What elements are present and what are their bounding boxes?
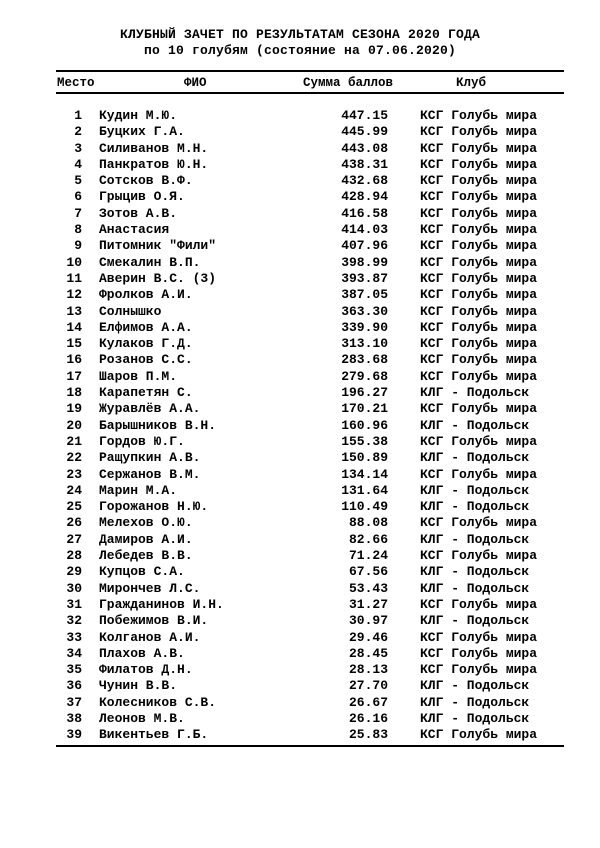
row-place: 8 [74, 222, 82, 238]
row-fio: Кудин М.Ю. [99, 108, 178, 123]
row-club: КСГ Голубь мира [420, 303, 538, 319]
table-row [0, 369, 600, 385]
row-club: КЛГ - Подольск [420, 450, 530, 466]
row-place: 25 [66, 499, 82, 515]
table-row [0, 450, 600, 466]
page-subtitle: по 10 голубям (состояние на 07.06.2020) [143, 43, 457, 58]
row-sum: 313.10 [341, 336, 388, 352]
row-place: 5 [74, 173, 82, 189]
table-row [0, 173, 600, 189]
row-sum: 393.87 [341, 270, 388, 286]
row-fio: Фролков А.И. [99, 287, 193, 303]
table-row [0, 597, 600, 613]
table-row [0, 695, 600, 711]
table-row [0, 141, 600, 157]
row-place: 37 [66, 694, 82, 710]
row-place: 30 [66, 580, 82, 596]
table-row [0, 255, 600, 271]
table-row [0, 124, 600, 140]
row-place: 20 [66, 417, 82, 433]
row-club: КЛГ - Подольск [420, 694, 530, 710]
row-place: 1 [74, 108, 82, 123]
row-fio: Гражданинов И.Н. [99, 596, 224, 612]
row-place: 14 [66, 319, 82, 335]
table-row [0, 238, 600, 254]
header-divider [56, 92, 564, 94]
row-place: 18 [66, 385, 82, 401]
row-club: КСГ Голубь мира [420, 466, 538, 482]
table-row [0, 532, 600, 548]
row-sum: 29.46 [348, 629, 388, 645]
table-row [0, 483, 600, 499]
row-fio: Мелехов О.Ю. [99, 515, 193, 531]
row-place: 26 [66, 515, 82, 531]
header-sum: Сумма баллов [303, 76, 394, 90]
table-row [0, 304, 600, 320]
row-sum: 27.70 [348, 678, 388, 694]
row-sum: 414.03 [341, 222, 388, 238]
row-sum: 398.99 [341, 254, 388, 270]
row-sum: 443.08 [341, 140, 388, 156]
row-club: КСГ Голубь мира [420, 189, 538, 205]
row-club: КСГ Голубь мира [420, 433, 538, 449]
table-row [0, 499, 600, 515]
row-fio: Мирончев Л.С. [99, 580, 201, 596]
results-table [0, 108, 600, 744]
row-fio: Смекалин В.П. [99, 254, 201, 270]
row-place: 31 [66, 596, 82, 612]
row-place: 15 [66, 336, 82, 352]
row-club: КСГ Голубь мира [420, 596, 538, 612]
row-sum: 170.21 [341, 401, 388, 417]
row-place: 39 [66, 727, 82, 743]
table-row [0, 108, 600, 124]
table-row [0, 564, 600, 580]
row-place: 12 [66, 287, 82, 303]
row-place: 19 [66, 401, 82, 417]
row-sum: 26.67 [348, 694, 388, 710]
row-club: КСГ Голубь мира [420, 368, 538, 384]
row-fio: Сотсков В.Ф. [99, 173, 193, 189]
table-row [0, 385, 600, 401]
table-row [0, 320, 600, 336]
row-place: 6 [74, 189, 82, 205]
row-club: КЛГ - Подольск [420, 385, 530, 401]
row-club: КСГ Голубь мира [420, 254, 538, 270]
row-club: КСГ Голубь мира [420, 336, 538, 352]
row-fio: Аверин В.С. (3) [99, 270, 217, 286]
row-fio: Дамиров А.И. [99, 531, 193, 547]
row-fio: Карапетян С. [99, 385, 193, 401]
row-fio: Плахов А.В. [99, 645, 185, 661]
row-club: КСГ Голубь мира [420, 156, 538, 172]
table-row [0, 662, 600, 678]
row-club: КСГ Голубь мира [420, 548, 538, 564]
row-fio: Ращупкин А.В. [99, 450, 201, 466]
row-fio: Кулаков Г.Д. [99, 336, 193, 352]
row-sum: 28.45 [348, 645, 388, 661]
row-sum: 155.38 [341, 433, 388, 449]
row-place: 21 [66, 433, 82, 449]
table-row [0, 206, 600, 222]
row-fio: Солнышко [99, 303, 162, 319]
row-sum: 279.68 [341, 368, 388, 384]
table-row [0, 222, 600, 238]
row-club: КСГ Голубь мира [420, 727, 538, 743]
table-row [0, 434, 600, 450]
row-sum: 67.56 [348, 564, 388, 580]
row-club: КЛГ - Подольск [420, 710, 530, 726]
header-club: Клуб [456, 76, 487, 90]
table-row [0, 189, 600, 205]
row-club: КСГ Голубь мира [420, 645, 538, 661]
row-place: 7 [74, 205, 82, 221]
row-fio: Буцких Г.А. [99, 124, 185, 140]
row-place: 17 [66, 368, 82, 384]
page-title: КЛУБНЫЙ ЗАЧЕТ ПО РЕЗУЛЬТАТАМ СЕЗОНА 2020 ГОДА [119, 27, 481, 42]
row-club: КСГ Голубь мира [420, 401, 538, 417]
row-sum: 88.08 [348, 515, 388, 531]
row-fio: Лебедев В.В. [99, 548, 193, 564]
row-sum: 31.27 [348, 596, 388, 612]
row-place: 13 [66, 303, 82, 319]
row-club: КСГ Голубь мира [420, 319, 538, 335]
row-sum: 416.58 [341, 205, 388, 221]
bottom-divider [56, 745, 564, 747]
row-fio: Филатов Д.Н. [99, 662, 193, 678]
row-club: КСГ Голубь мира [420, 173, 538, 189]
row-sum: 387.05 [341, 287, 388, 303]
row-fio: Силиванов М.Н. [99, 140, 209, 156]
row-sum: 71.24 [348, 548, 388, 564]
row-sum: 25.83 [348, 727, 388, 743]
row-fio: Леонов М.В. [99, 710, 185, 726]
row-place: 29 [66, 564, 82, 580]
row-club: КСГ Голубь мира [420, 662, 538, 678]
row-fio: Елфимов А.А. [99, 319, 193, 335]
row-place: 4 [74, 156, 82, 172]
row-fio: Гордов Ю.Г. [99, 433, 185, 449]
table-row [0, 157, 600, 173]
header-fio: ФИО [184, 76, 207, 90]
row-club: КЛГ - Подольск [420, 417, 530, 433]
row-place: 36 [66, 678, 82, 694]
row-sum: 30.97 [348, 613, 388, 629]
row-sum: 363.30 [341, 303, 388, 319]
row-place: 38 [66, 710, 82, 726]
table-row [0, 271, 600, 287]
row-place: 23 [66, 466, 82, 482]
row-club: КСГ Голубь мира [420, 238, 538, 254]
row-sum: 134.14 [341, 466, 388, 482]
row-fio: Побежимов В.И. [99, 613, 209, 629]
row-fio: Панкратов Ю.Н. [99, 156, 209, 172]
row-sum: 160.96 [341, 417, 388, 433]
row-place: 2 [74, 124, 82, 140]
row-sum: 26.16 [348, 710, 388, 726]
row-sum: 438.31 [341, 156, 388, 172]
row-place: 35 [66, 662, 82, 678]
row-fio: Шаров П.М. [99, 368, 178, 384]
row-club: КСГ Голубь мира [420, 629, 538, 645]
row-sum: 131.64 [341, 482, 388, 498]
table-row [0, 515, 600, 531]
row-fio: Розанов С.С. [99, 352, 193, 368]
row-place: 32 [66, 613, 82, 629]
row-fio: Барышников В.Н. [99, 417, 217, 433]
row-fio: Анастасия [99, 222, 170, 238]
row-sum: 407.96 [341, 238, 388, 254]
row-place: 10 [66, 254, 82, 270]
row-place: 28 [66, 548, 82, 564]
row-sum: 150.89 [341, 450, 388, 466]
row-club: КЛГ - Подольск [420, 678, 530, 694]
table-row [0, 548, 600, 564]
row-club: КЛГ - Подольск [420, 499, 530, 515]
table-row [0, 467, 600, 483]
row-sum: 196.27 [341, 385, 388, 401]
row-fio: Викентьев Г.Б. [99, 727, 209, 743]
row-sum: 432.68 [341, 173, 388, 189]
row-fio: Купцов С.А. [99, 564, 185, 580]
row-fio: Питомник "Фили" [99, 238, 217, 254]
row-fio: Горожанов Н.Ю. [99, 499, 209, 515]
row-club: КСГ Голубь мира [420, 515, 538, 531]
row-place: 33 [66, 629, 82, 645]
row-sum: 339.90 [341, 319, 388, 335]
top-divider [56, 70, 564, 72]
table-row [0, 727, 600, 743]
row-club: КСГ Голубь мира [420, 352, 538, 368]
row-club: КЛГ - Подольск [420, 482, 530, 498]
row-club: КСГ Голубь мира [420, 287, 538, 303]
row-fio: Колесников С.В. [99, 694, 217, 710]
row-place: 27 [66, 531, 82, 547]
row-club: КЛГ - Подольск [420, 531, 530, 547]
row-sum: 428.94 [341, 189, 388, 205]
row-club: КСГ Голубь мира [420, 140, 538, 156]
row-club: КСГ Голубь мира [420, 124, 538, 140]
table-row [0, 401, 600, 417]
row-place: 24 [66, 482, 82, 498]
row-sum: 447.15 [341, 108, 388, 123]
row-sum: 53.43 [348, 580, 388, 596]
table-row [0, 287, 600, 303]
header-place: Место [57, 76, 95, 90]
row-fio: Марин М.А. [99, 482, 178, 498]
table-row [0, 352, 600, 368]
row-club: КСГ Голубь мира [420, 270, 538, 286]
row-fio: Зотов А.В. [99, 205, 178, 221]
row-place: 3 [74, 140, 82, 156]
table-row [0, 630, 600, 646]
row-place: 11 [66, 270, 82, 286]
row-club: КСГ Голубь мира [420, 222, 538, 238]
row-club: КСГ Голубь мира [420, 108, 538, 123]
row-place: 9 [74, 238, 82, 254]
row-place: 22 [66, 450, 82, 466]
row-sum: 110.49 [341, 499, 388, 515]
row-place: 16 [66, 352, 82, 368]
row-sum: 283.68 [341, 352, 388, 368]
row-club: КЛГ - Подольск [420, 613, 530, 629]
table-row [0, 581, 600, 597]
row-club: КЛГ - Подольск [420, 564, 530, 580]
row-fio: Сержанов В.М. [99, 466, 201, 482]
row-sum: 82.66 [348, 531, 388, 547]
table-row [0, 646, 600, 662]
row-sum: 445.99 [341, 124, 388, 140]
table-row [0, 336, 600, 352]
row-fio: Колганов А.И. [99, 629, 201, 645]
row-club: КСГ Голубь мира [420, 205, 538, 221]
row-fio: Грыцив О.Я. [99, 189, 185, 205]
row-club: КЛГ - Подольск [420, 580, 530, 596]
row-fio: Чунин В.В. [99, 678, 178, 694]
row-place: 34 [66, 645, 82, 661]
table-row [0, 711, 600, 727]
row-sum: 28.13 [348, 662, 388, 678]
table-row [0, 613, 600, 629]
table-row [0, 418, 600, 434]
table-row [0, 678, 600, 694]
row-fio: Журавлёв А.А. [99, 401, 201, 417]
